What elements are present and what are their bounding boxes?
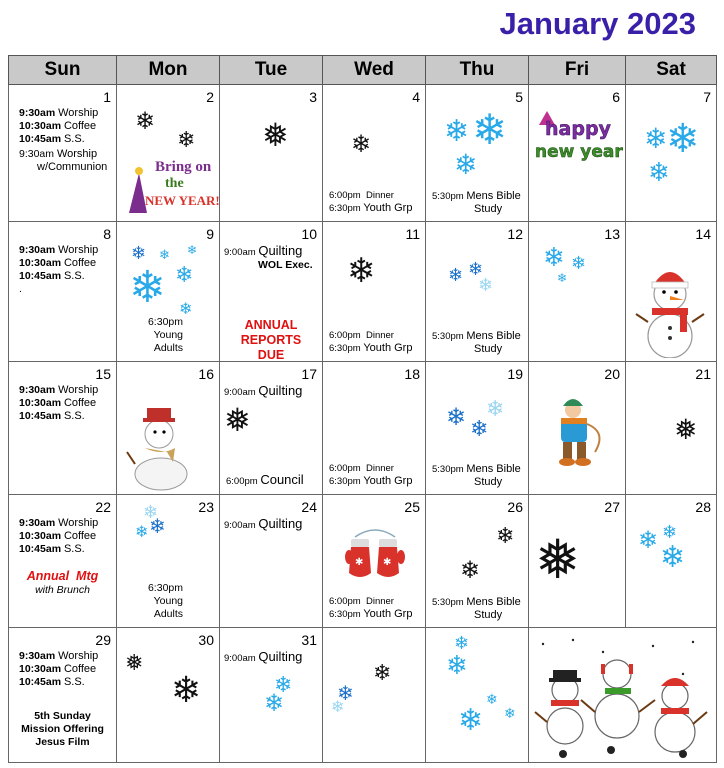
day-number: 16 (198, 366, 214, 382)
snowflake-icon: ❄ (468, 259, 484, 279)
day-cell-6[interactable] (529, 85, 626, 222)
weekday-fri: Fri (529, 56, 626, 85)
day-cell-29[interactable] (9, 628, 117, 763)
young-adults-event: 6:30pm Young Adults (147, 582, 183, 620)
day-number: 2 (206, 89, 214, 105)
snowflake-icon: ❄ (662, 522, 678, 542)
snowflake-icon: ❄ (644, 123, 668, 154)
snowflake-icon: ❄ (458, 704, 484, 737)
svg-text:new year: new year (535, 142, 623, 162)
day-number: 28 (695, 499, 711, 515)
day-cell-9[interactable] (117, 222, 220, 362)
mittens-icon (345, 529, 405, 581)
day-number: 25 (404, 499, 420, 515)
day-cell-12[interactable] (426, 222, 529, 362)
day-cell-14[interactable] (626, 222, 717, 362)
snowflake-icon: ❄ (135, 524, 149, 541)
snowflake-icon: ❄ (177, 127, 196, 152)
weekday-thu: Thu (426, 56, 529, 85)
snowflake-icon: ❄ (179, 301, 193, 318)
snowflake-icon: ❄ (373, 660, 392, 685)
day-number: 27 (604, 499, 620, 515)
day-number: 23 (198, 499, 214, 515)
day-number: 31 (301, 632, 317, 648)
weekday-header-row (9, 56, 717, 85)
snowflake-icon: ❄ (571, 253, 587, 273)
snowflake-icon: ❄ (131, 243, 147, 263)
snowflake-icon: ❄ (486, 691, 498, 707)
day-cell-26[interactable] (426, 495, 529, 628)
day-number: 10 (301, 226, 317, 242)
snowflake-icon: ❄ (478, 275, 494, 295)
week-row (9, 495, 717, 628)
day-number: 21 (695, 366, 711, 382)
day-cell-19[interactable] (426, 362, 529, 495)
day-cell-22[interactable] (9, 495, 117, 628)
snowflake-icon: ❄ (135, 108, 156, 135)
snowflake-icon: ❄ (460, 557, 481, 584)
snowflake-icon: ❄ (666, 117, 700, 161)
snowflake-icon: ❄ (444, 115, 470, 148)
svg-text:✱: ✱ (383, 557, 392, 568)
month-title: January 2023 (499, 6, 696, 41)
snowflake-icon: ❄ (159, 247, 170, 262)
snowflake-icon: ❄ (347, 252, 376, 290)
dinner-youth-event: 6:00pm Dinner 6:30pm Youth Grp (329, 596, 413, 620)
snowflake-icon: ❄ (448, 265, 464, 285)
quilting-event: 9:00am Quilting (224, 516, 303, 531)
snowflake-icon: ❅ (224, 402, 251, 438)
sunday-events: 9:30am Worship 10:30am Coffee 10:45am S.S. . (19, 244, 99, 295)
dinner-youth-event: 6:00pm Dinner 6:30pm Youth Grp (329, 330, 413, 354)
week-row (9, 222, 717, 362)
day-cell-21[interactable] (626, 362, 717, 495)
snowflake-icon: ❄ (129, 263, 166, 312)
annual-meeting-note: Annual Mtg with Brunch (26, 569, 99, 596)
snowflake-icon: ❄ (351, 131, 372, 158)
mens-bible-study-event: 5:30pm Mens Bible Study (432, 463, 521, 488)
day-cell-28[interactable] (626, 495, 717, 628)
snowflake-icon: ❄ (187, 243, 198, 257)
fifth-sunday-note: 5th Sunday Mission Offering Jesus Film (21, 710, 104, 748)
day-number: 9 (206, 226, 214, 242)
calendar-grid (8, 55, 717, 763)
day-cell-2[interactable] (117, 85, 220, 222)
snowflake-icon: ❅ (674, 414, 698, 445)
snowflake-icon: ❅ (262, 117, 289, 153)
day-cell-3[interactable] (220, 85, 323, 222)
day-cell-empty (426, 628, 529, 763)
day-cell-5[interactable] (426, 85, 529, 222)
sunday-events: 9:30am Worship 10:30am Coffee 10:45am S.S. (19, 650, 99, 688)
day-number: 8 (103, 226, 111, 242)
snowflake-icon: ❄ (504, 705, 516, 721)
snowflake-icon: ❄ (648, 157, 670, 187)
snowflake-icon: ❄ (470, 416, 489, 441)
snowflake-icon: ❄ (660, 541, 686, 574)
annual-reports-due-note: ANNUAL REPORTS DUE (240, 318, 302, 362)
child-winter-clipart (547, 396, 611, 468)
snowflake-icon: ❄ (638, 527, 659, 554)
day-cell-30[interactable] (117, 628, 220, 763)
day-number: 3 (309, 89, 317, 105)
snowflake-icon: ❄ (543, 242, 565, 272)
day-number: 20 (604, 366, 620, 382)
day-cell-23[interactable] (117, 495, 220, 628)
snowmen-clipart (533, 634, 713, 758)
week-row (9, 362, 717, 495)
day-cell-18[interactable] (323, 362, 426, 495)
snowflake-icon: ❄ (446, 650, 468, 680)
snowflake-icon: ❄ (337, 683, 354, 705)
day-number: 4 (412, 89, 420, 105)
snowflake-icon: ❄ (472, 106, 508, 153)
day-number: 14 (695, 226, 711, 242)
day-number: 30 (198, 632, 214, 648)
day-cell-10[interactable] (220, 222, 323, 362)
snowflake-icon: ❄ (171, 669, 202, 710)
mens-bible-study-event: 5:30pm Mens Bible Study (432, 330, 521, 355)
week-row (9, 628, 717, 763)
snowflake-icon: ❄ (143, 502, 159, 522)
svg-text:the: the (165, 176, 184, 191)
day-number: 7 (703, 89, 711, 105)
snowflake-icon: ❄ (264, 690, 285, 717)
council-event: 6:00pm Council (226, 472, 304, 487)
day-cell-25[interactable] (323, 495, 426, 628)
day-cell-24[interactable] (220, 495, 323, 628)
weekday-wed: Wed (323, 56, 426, 85)
weekday-tue: Tue (220, 56, 323, 85)
snowflake-icon: ❅ (535, 530, 581, 590)
quilting-event: 9:00am Quilting (224, 649, 303, 664)
day-cell-27[interactable] (529, 495, 626, 628)
day-cell-4[interactable] (323, 85, 426, 222)
snowflake-icon: ❄ (496, 523, 515, 548)
day-cell-11[interactable] (323, 222, 426, 362)
snowflake-icon: ❄ (454, 149, 478, 180)
svg-text:✱: ✱ (355, 557, 364, 568)
snowflake-icon: ❅ (125, 650, 144, 675)
snowman-clipart (125, 404, 195, 492)
snowman-clipart (634, 260, 706, 358)
day-cell-13[interactable] (529, 222, 626, 362)
day-number: 17 (301, 366, 317, 382)
weekday-sat: Sat (626, 56, 717, 85)
bring-on-new-year-clipart (125, 153, 220, 215)
day-number: 1 (103, 89, 111, 105)
quilting-event: 9:00am Quilting WOL Exec. (224, 243, 313, 271)
mens-bible-study-event: 5:30pm Mens Bible Study (432, 190, 521, 215)
day-cell-empty (323, 628, 426, 763)
snowflake-icon: ❄ (454, 633, 470, 653)
day-number: 11 (405, 226, 420, 242)
quilting-event: 9:00am Quilting (224, 383, 303, 398)
snowflake-icon: ❄ (175, 262, 194, 287)
day-number: 24 (301, 499, 317, 515)
weekday-sun: Sun (9, 56, 117, 85)
svg-text:NEW YEAR!: NEW YEAR! (145, 193, 220, 208)
snowflake-icon: ❄ (149, 516, 166, 538)
day-cell-7[interactable] (626, 85, 717, 222)
day-cell-empty (529, 628, 717, 763)
day-cell-31[interactable] (220, 628, 323, 763)
svg-text:Bring on: Bring on (155, 159, 212, 175)
day-number: 5 (515, 89, 523, 105)
dinner-youth-event: 6:00pm Dinner 6:30pm Youth Grp (329, 190, 413, 214)
weekday-mon: Mon (117, 56, 220, 85)
day-number: 6 (612, 89, 620, 105)
day-number: 15 (95, 366, 111, 382)
day-cell-16[interactable] (117, 362, 220, 495)
young-adults-event: 6:30pm Young Adults (147, 316, 183, 354)
day-cell-17[interactable] (220, 362, 323, 495)
sunday-events: 9:30am Worship 10:30am Coffee 10:45am S.S. (19, 517, 99, 555)
snowflake-icon: ❄ (557, 271, 568, 285)
day-number: 22 (95, 499, 111, 515)
sunday-events: 9:30am Worship 10:30am Coffee 10:45am S.S. (19, 384, 99, 422)
sunday-events: 9:30am Worship 10:30am Coffee 10:45am S.S. 9:30am Worship w/Communion (19, 107, 108, 173)
dinner-youth-event: 6:00pm Dinner 6:30pm Youth Grp (329, 463, 413, 487)
snowflake-icon: ❄ (274, 672, 293, 697)
snowflake-icon: ❄ (486, 396, 505, 421)
snowflake-icon: ❄ (331, 699, 345, 716)
day-cell-1[interactable] (9, 85, 117, 222)
mens-bible-study-event: 5:30pm Mens Bible Study (432, 596, 521, 621)
day-number: 12 (507, 226, 523, 242)
snowflake-icon: ❄ (446, 404, 467, 431)
day-number: 29 (95, 632, 111, 648)
svg-text:happy: happy (545, 118, 611, 140)
day-number: 19 (507, 366, 523, 382)
day-number: 18 (404, 366, 420, 382)
day-cell-8[interactable] (9, 222, 117, 362)
day-cell-15[interactable] (9, 362, 117, 495)
happy-new-year-clipart (533, 109, 623, 167)
day-number: 13 (604, 226, 620, 242)
week-row (9, 85, 717, 222)
day-number: 26 (507, 499, 523, 515)
day-cell-20[interactable] (529, 362, 626, 495)
